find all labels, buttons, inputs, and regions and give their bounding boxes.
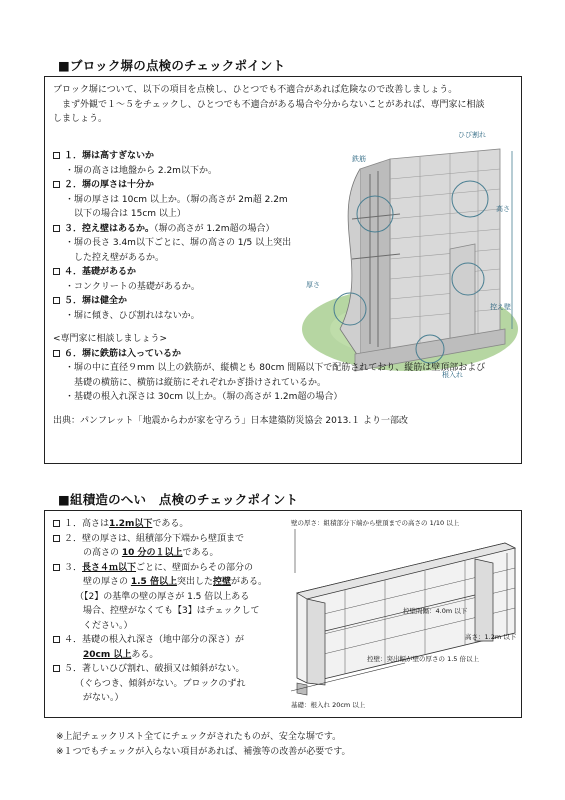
item-text: である。 (152, 519, 189, 529)
item-text: ある。 (131, 649, 159, 660)
checkbox[interactable] (53, 268, 60, 275)
check-item-detail: ・塀の高さは地盤から 2.2m以下か。 (65, 165, 217, 176)
check-item-detail: ・塀の中に直径９mm 以上の鉄筋が、縦横とも 80cm 間隔以下で配筋されており、縦筋は壁頂部および (65, 363, 486, 373)
masonry-note3: ください。） (83, 620, 133, 631)
check-item-detail: ・基礎の根入れ深さは 30cm 以上か。（塀の高さが 1.2m超の場合） (65, 392, 343, 402)
item-text: 壁の厚さは、組積部分下端から壁頂まで (82, 533, 245, 544)
emphasized-text: 1.2m以下 (109, 519, 153, 529)
buttress-right (475, 559, 493, 641)
intro-line: ブロック塀について、以下の項目を点検し、ひとつでも不適合があれば危険なので改善しましょう。 (53, 85, 458, 95)
checkbox[interactable] (53, 181, 60, 188)
check-item-detail: した控え壁があるか。 (65, 252, 165, 263)
checkbox[interactable] (53, 636, 60, 643)
expert-label: <専門家に相談しましょう> (53, 334, 168, 344)
masonry-item-2[interactable] (53, 532, 267, 547)
footer-note: ※１つでもチェックが入らない項目があれば、補強等の改善が必要です。 (56, 747, 351, 757)
masonry-item-3-cont (53, 575, 267, 590)
item-number: ２． (64, 533, 83, 544)
label-height: 高さ (496, 205, 510, 213)
item-number: ４． (64, 635, 83, 645)
check-item-head: ５．塀は健全か (64, 296, 128, 306)
check-item-4[interactable] (53, 265, 485, 280)
masonry-note3: 場合、控壁がなくても【3】はチェックして (83, 606, 260, 616)
footer-note: ※上記チェックリスト全てにチェックがされたものが、安全な塀です。 (56, 732, 342, 742)
item-text: ごとに、壁面からその部分の (136, 562, 254, 573)
checkbox[interactable] (53, 350, 60, 357)
check-item-head: ６．塀に鉄筋は入っているか (64, 348, 182, 359)
item-number: ５． (64, 664, 83, 674)
check-item-head: ３．控え壁はあるか。 (64, 223, 155, 234)
label-footing: 基礎：根入れ 20cm 以上 (291, 701, 366, 709)
item-text: 高さは (82, 519, 110, 529)
checkbox[interactable] (53, 520, 60, 527)
check-item-head: ２．塀の厚さは十分か (64, 180, 155, 190)
check-item-1[interactable] (53, 149, 485, 164)
intro-line: まず外観で１～５をチェックし、ひとつでも不適合がある場合や分からないことがあれば、専門家に相談 (53, 99, 485, 110)
masonry-item-1[interactable] (53, 517, 267, 532)
masonry-item-4-cont (53, 648, 267, 663)
emphasized-text: 長さ４ｍ以下 (82, 562, 137, 573)
check-item-3[interactable] (53, 222, 485, 237)
footer-notes (56, 730, 351, 760)
label-wall-thickness: 壁の厚さ：組積部分下端から壁頂までの高さの 1/10 以上 (291, 519, 460, 527)
label-buttress: 控え壁 (490, 303, 511, 311)
label-footing: 根入れ (442, 371, 463, 379)
masonry-item-2-cont (53, 546, 267, 561)
checklist-items (53, 149, 485, 428)
check-item-detail: ・塀の厚さは 10cm 以上か。（塀の高さが 2m超 2.2m (65, 194, 288, 205)
intro-line: しましょう。 (53, 114, 108, 124)
check-item-6[interactable] (53, 347, 485, 362)
emphasized-text: 控壁 (212, 577, 231, 587)
masonry-item-4[interactable] (53, 633, 267, 648)
section2-title: ■組積造のへい 点検のチェックポイント (58, 492, 299, 507)
item-text: 基礎の根入れ深さ（地中部分の深さ）が (82, 635, 245, 645)
check-item-head: １．塀は高すぎないか (64, 151, 155, 161)
check-item-detail: 以下の場合は 15cm 以上） (65, 209, 186, 219)
masonry-note3: （【2】の基準の壁の厚さが 1.5 倍以上ある (75, 591, 250, 602)
label-spacing: 控壁間隔：4.0m 以下 (403, 607, 468, 615)
source-citation: 出典：パンフレット「地震からわが家を守ろう」日本建築防災協会 2013.１ より一部改 (53, 415, 409, 426)
check-item-detail: 基礎の横筋に、横筋は縦筋にそれぞれかぎ掛けされているか。 (65, 377, 327, 388)
item-text: である。 (182, 548, 219, 558)
checkbox[interactable] (53, 225, 60, 232)
check-item-head-note: （塀の高さが 1.2m超の場合） (154, 223, 275, 234)
checkbox[interactable] (53, 297, 60, 304)
checkbox[interactable] (53, 564, 60, 571)
emphasized-text: 20cm 以上 (83, 649, 132, 660)
check-item-2[interactable] (53, 178, 485, 193)
item-text: 著しいひび割れ、破損又は傾斜がない。 (82, 664, 245, 674)
check-item-detail: ・塀に傾き、ひび割れはないか。 (65, 310, 200, 321)
masonry-item-5[interactable] (53, 662, 267, 677)
masonry-items (53, 517, 267, 706)
checkbox[interactable] (53, 665, 60, 672)
item-text: 突出した (176, 577, 213, 587)
masonry-note5: がない。） (83, 693, 124, 703)
masonry-checklist-box (44, 510, 522, 718)
check-item-detail: ・コンクリートの基礎があるか。 (65, 281, 200, 292)
item-text: がある。 (230, 577, 267, 587)
emphasized-text: 10 分の１以上 (121, 548, 183, 558)
item-text: 壁の厚さの (83, 577, 131, 587)
masonry-note5: （ぐらつき、傾斜がない。ブロックのずれ (75, 678, 246, 689)
masonry-wall-diagram (285, 513, 521, 713)
section1-title: ■ブロック塀の点検のチェックポイント (58, 58, 286, 73)
check-item-detail: ・塀の長さ 3.4m以下ごとに、塀の高さの 1/5 以上突出 (65, 238, 292, 248)
label-rebar: 鉄筋 (352, 155, 366, 163)
buttress-left (307, 599, 325, 685)
label-buttress: 控壁：突出幅が壁の厚さの 1.5 倍以上 (367, 655, 479, 663)
label-crack: ひび割れ (458, 131, 486, 139)
item-number: １． (64, 519, 83, 529)
emphasized-text: 1.5 倍以上 (130, 577, 177, 587)
label-height: 高さ：1.2m 以下 (465, 633, 517, 641)
label-thickness: 厚さ (306, 281, 320, 289)
check-item-head: ４．基礎があるか (64, 267, 137, 277)
item-number: ３． (64, 562, 83, 573)
check-item-5[interactable] (53, 294, 485, 309)
block-wall-checklist-box (44, 76, 522, 464)
item-text: の高さの (83, 548, 122, 558)
intro-text (53, 83, 485, 127)
checkbox[interactable] (53, 535, 60, 542)
masonry-item-3[interactable] (53, 561, 267, 576)
checkbox[interactable] (53, 152, 60, 159)
